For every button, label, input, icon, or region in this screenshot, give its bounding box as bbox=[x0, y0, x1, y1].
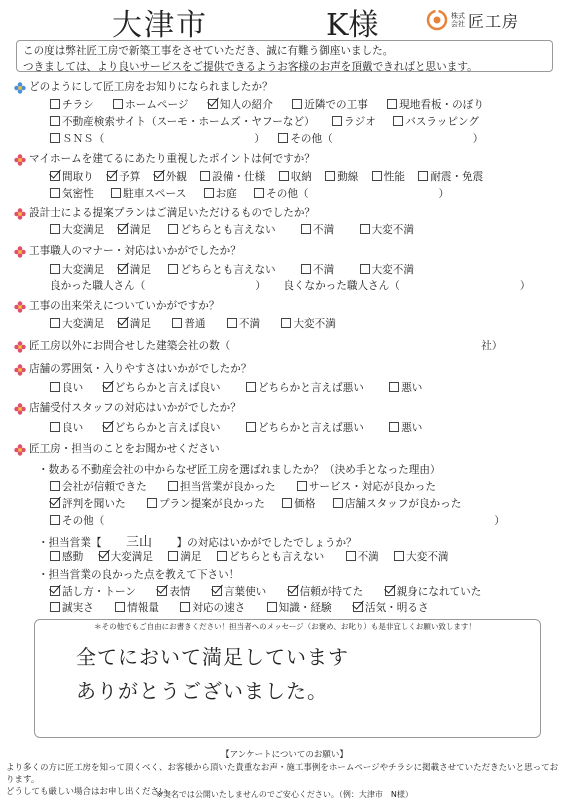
comment-box-heading: ＊その他でもご自由にお書きください！担当者へのメッセージ（お褒め、お叱り）も是非宜しくお願い致します！ bbox=[94, 622, 476, 631]
footer-line-2: どうしても厳しい場合はお申し出ください。 bbox=[6, 787, 177, 797]
q8-option[interactable]: 良い bbox=[50, 422, 83, 434]
q9-option[interactable]: 大変満足 bbox=[99, 551, 153, 563]
footer-line-1: より多くの方に匠工房を知って頂くべく、お客様から頂いた貴重なお声・施工事例をホームページやチラシに掲載させていただきたいと思っております。 bbox=[6, 763, 559, 785]
checkbox[interactable] bbox=[50, 99, 60, 109]
q3-options bbox=[50, 222, 414, 237]
logo-mark-icon bbox=[426, 9, 448, 31]
q1-option-other[interactable]: その他（ ） bbox=[278, 133, 483, 145]
question-7 bbox=[14, 361, 251, 378]
q1-option[interactable]: ホームページ bbox=[113, 99, 188, 111]
question-1 bbox=[14, 79, 273, 96]
q9-option[interactable]: 表情 bbox=[157, 586, 190, 598]
q2-option[interactable]: お庭 bbox=[204, 188, 237, 200]
q9-sub-1: ・数ある不動産会社の中からなぜ匠工房を選ばれましたか？（決め手となった理由） bbox=[38, 464, 441, 476]
q1-row-3 bbox=[50, 131, 483, 146]
intro-box bbox=[16, 40, 553, 72]
q9-option[interactable]: 話し方・トーン bbox=[50, 586, 136, 598]
q8-options bbox=[50, 420, 422, 435]
q2-option[interactable]: 設備・仕様 bbox=[200, 171, 265, 183]
question-3 bbox=[14, 205, 315, 222]
q2-option[interactable]: 収納 bbox=[279, 171, 312, 183]
comment-line-2: ありがとうございました。 bbox=[76, 679, 328, 703]
q3-option[interactable]: 大変満足 bbox=[50, 224, 104, 236]
q9-option[interactable]: 価格 bbox=[282, 498, 315, 510]
question-4 bbox=[14, 243, 241, 260]
q3-text: 設計士による提案プランはご満足いただけるものでしたか？ bbox=[29, 207, 316, 219]
q1-option-sns[interactable]: ＳＮＳ（ ） bbox=[50, 133, 265, 145]
q7-option[interactable]: 良い bbox=[50, 382, 83, 394]
q9-s3-row-1 bbox=[50, 584, 481, 599]
flower-bullet-icon bbox=[14, 154, 26, 166]
q9-option[interactable]: 感動 bbox=[50, 551, 83, 563]
q8-option[interactable]: どちらかと言えば悪い bbox=[246, 422, 364, 434]
q2-row-1 bbox=[50, 169, 483, 184]
q4-text: 工事職人のマナー・対応はいかがでしたか？ bbox=[29, 245, 241, 257]
flower-bullet-icon bbox=[14, 246, 26, 258]
question-6 bbox=[14, 338, 554, 355]
q4-option[interactable]: 満足 bbox=[118, 264, 151, 276]
q4-bad-craftsman: 良くなかった職人さん（ bbox=[283, 280, 400, 292]
q9-option[interactable]: 知識・経験 bbox=[267, 602, 332, 614]
customer-name: K様 bbox=[326, 8, 379, 43]
q5-option[interactable]: 大変不満 bbox=[281, 318, 335, 330]
flower-bullet-icon bbox=[14, 364, 26, 376]
q7-option[interactable]: どちらかと言えば悪い bbox=[246, 382, 364, 394]
logo-small-text: 株式会社 bbox=[451, 12, 465, 28]
q1-option[interactable]: チラシ bbox=[50, 99, 94, 111]
q9-option[interactable]: 担当営業が良かった bbox=[168, 481, 275, 493]
q5-option[interactable]: 大変満足 bbox=[50, 318, 104, 330]
q2-option[interactable]: 間取り bbox=[50, 171, 94, 183]
footer-note: ※実名では公開いたしませんのでご安心ください。（例：大津市 N様） bbox=[156, 790, 413, 799]
q9-option[interactable]: 親身になれていた bbox=[385, 586, 482, 598]
q8-option[interactable]: どちらかと言えば良い bbox=[103, 422, 221, 434]
q9-option[interactable]: 信頼が持てた bbox=[288, 586, 364, 598]
q5-option[interactable]: 満足 bbox=[118, 318, 151, 330]
q9-option[interactable]: 活気・明るさ bbox=[353, 602, 429, 614]
q4-close: ） bbox=[255, 280, 266, 292]
q2-text: マイホームを建てるにあたり重視したポイントは何ですか？ bbox=[29, 153, 315, 165]
q1-option[interactable]: ラジオ bbox=[332, 116, 376, 128]
q2-option[interactable]: 性能 bbox=[372, 171, 405, 183]
q7-text: 店舗の雰囲気・入りやすさはいかがでしたか？ bbox=[29, 363, 252, 375]
flower-bullet-icon bbox=[14, 301, 26, 313]
flower-bullet-icon bbox=[14, 82, 26, 94]
q1-option[interactable]: 近隣での工事 bbox=[292, 99, 368, 111]
q6-text: 匠工房以外にお問合せした建築会社の数（ bbox=[29, 340, 231, 352]
q4-option[interactable]: 大変満足 bbox=[50, 264, 104, 276]
q1-option[interactable]: バスラッピング bbox=[393, 116, 479, 128]
q2-row-2 bbox=[50, 186, 449, 201]
flower-bullet-icon bbox=[14, 403, 26, 415]
q4-option[interactable]: 大変不満 bbox=[360, 264, 414, 276]
customer-city: 大津市 bbox=[112, 8, 208, 43]
q4-good-craftsman: 良かった職人さん（ bbox=[50, 280, 146, 292]
q3-option[interactable]: どちらとも言えない bbox=[168, 224, 275, 236]
q2-option-other[interactable]: その他（ ） bbox=[254, 188, 449, 200]
logo-text: 匠工房 bbox=[468, 11, 520, 31]
q2-option[interactable]: 外観 bbox=[154, 171, 187, 183]
q9-option[interactable]: 対応の速さ bbox=[180, 602, 245, 614]
intro-line-1: この度は弊社匠工房で新築工事をさせていただき、誠に有難う御座いました。 bbox=[23, 45, 394, 57]
q2-option[interactable]: 動線 bbox=[325, 171, 358, 183]
handwritten-comment bbox=[76, 640, 349, 708]
q5-text: 工事の出来栄えについていかがですか？ bbox=[29, 300, 220, 312]
q9-s1-row-2 bbox=[50, 496, 461, 511]
q9-option[interactable]: プラン提案が良かった bbox=[147, 498, 265, 510]
q9-option[interactable]: 店舗スタッフが良かった bbox=[333, 498, 462, 510]
q4-options bbox=[50, 262, 414, 277]
question-2 bbox=[14, 151, 315, 168]
q9-sub-3: ・担当営業の良かった点を教えて下さい！ bbox=[38, 569, 240, 581]
q1-option[interactable]: 現地看板・のぼり bbox=[387, 99, 484, 111]
q9-option[interactable]: 評判を聞いた bbox=[50, 498, 126, 510]
q8-option[interactable]: 悪い bbox=[389, 422, 422, 434]
q5-option[interactable]: 普通 bbox=[172, 318, 205, 330]
q9-sub-2: ・担当営業【 三山 】の対応はいかがでしたでしょうか？ bbox=[38, 531, 357, 550]
q9-option[interactable]: 不満 bbox=[346, 551, 379, 563]
q9-option-other[interactable]: その他（ ） bbox=[50, 515, 505, 527]
q8-text: 店舗受付スタッフの対応はいかがでしたか？ bbox=[29, 402, 241, 414]
q2-option[interactable]: 駐車スペース bbox=[111, 188, 186, 200]
q9-option[interactable]: 会社が信頼できた bbox=[50, 481, 147, 493]
q1-row-1 bbox=[50, 97, 484, 112]
footer-title: 【アンケートについてのお願い】 bbox=[221, 750, 348, 760]
q9-s3-row-2 bbox=[50, 600, 429, 615]
q7-option[interactable]: 悪い bbox=[389, 382, 422, 394]
comment-line-1: 全てにおいて満足しています bbox=[76, 645, 349, 669]
q6-end: 社） bbox=[481, 340, 503, 352]
q5-option[interactable]: 不満 bbox=[227, 318, 260, 330]
q9-option[interactable]: 誠実さ bbox=[50, 602, 94, 614]
q9-option[interactable]: 言葉使い bbox=[212, 586, 266, 598]
flower-bullet-icon bbox=[14, 341, 26, 353]
q9-s1-row-3 bbox=[50, 513, 505, 528]
q1-row-2 bbox=[50, 114, 479, 129]
q1-text: どのようにして匠工房をお知りになられましたか？ bbox=[29, 81, 273, 93]
q4-option[interactable]: どちらとも言えない bbox=[168, 264, 275, 276]
question-8 bbox=[14, 400, 241, 417]
q9-option[interactable]: 満足 bbox=[168, 551, 201, 563]
q2-option[interactable]: 耐震・免震 bbox=[418, 171, 483, 183]
q2-option[interactable]: 気密性 bbox=[50, 188, 94, 200]
q9-option[interactable]: 大変不満 bbox=[394, 551, 448, 563]
company-logo bbox=[426, 8, 519, 32]
q3-option[interactable]: 満足 bbox=[118, 224, 151, 236]
q4-close: ） bbox=[519, 280, 531, 292]
question-5 bbox=[14, 298, 219, 315]
q2-option[interactable]: 予算 bbox=[107, 171, 140, 183]
q4-option[interactable]: 不満 bbox=[301, 264, 334, 276]
q9-s1-row-1 bbox=[50, 479, 436, 494]
q9-option[interactable]: サービス・対応が良かった bbox=[297, 481, 436, 493]
flower-bullet-icon bbox=[14, 444, 26, 456]
q9-option[interactable]: どちらとも言えない bbox=[217, 551, 324, 563]
flower-bullet-icon bbox=[14, 208, 26, 220]
q1-option[interactable]: 不動産検索サイト（スーモ・ホームズ・ヤフーなど） bbox=[50, 116, 315, 128]
q1-option[interactable]: 知人の紹介 bbox=[208, 99, 273, 111]
question-9 bbox=[14, 441, 220, 458]
sales-rep-name: 三山 bbox=[126, 535, 153, 550]
q5-options bbox=[50, 316, 336, 331]
q7-options bbox=[50, 380, 422, 395]
q9-option[interactable]: 情報量 bbox=[115, 602, 159, 614]
q9-text: 匠工房・担当のことをお聞かせください bbox=[29, 443, 220, 455]
q4-craftsmen bbox=[50, 278, 530, 293]
q3-option[interactable]: 大変不満 bbox=[360, 224, 414, 236]
q3-option[interactable]: 不満 bbox=[301, 224, 334, 236]
intro-line-2: つきましては、より良いサービスをご提供できるようお客様のお声を頂戴できればと思います。 bbox=[23, 61, 478, 73]
q9-s2-options bbox=[50, 549, 449, 564]
q7-option[interactable]: どちらかと言えば良い bbox=[103, 382, 221, 394]
